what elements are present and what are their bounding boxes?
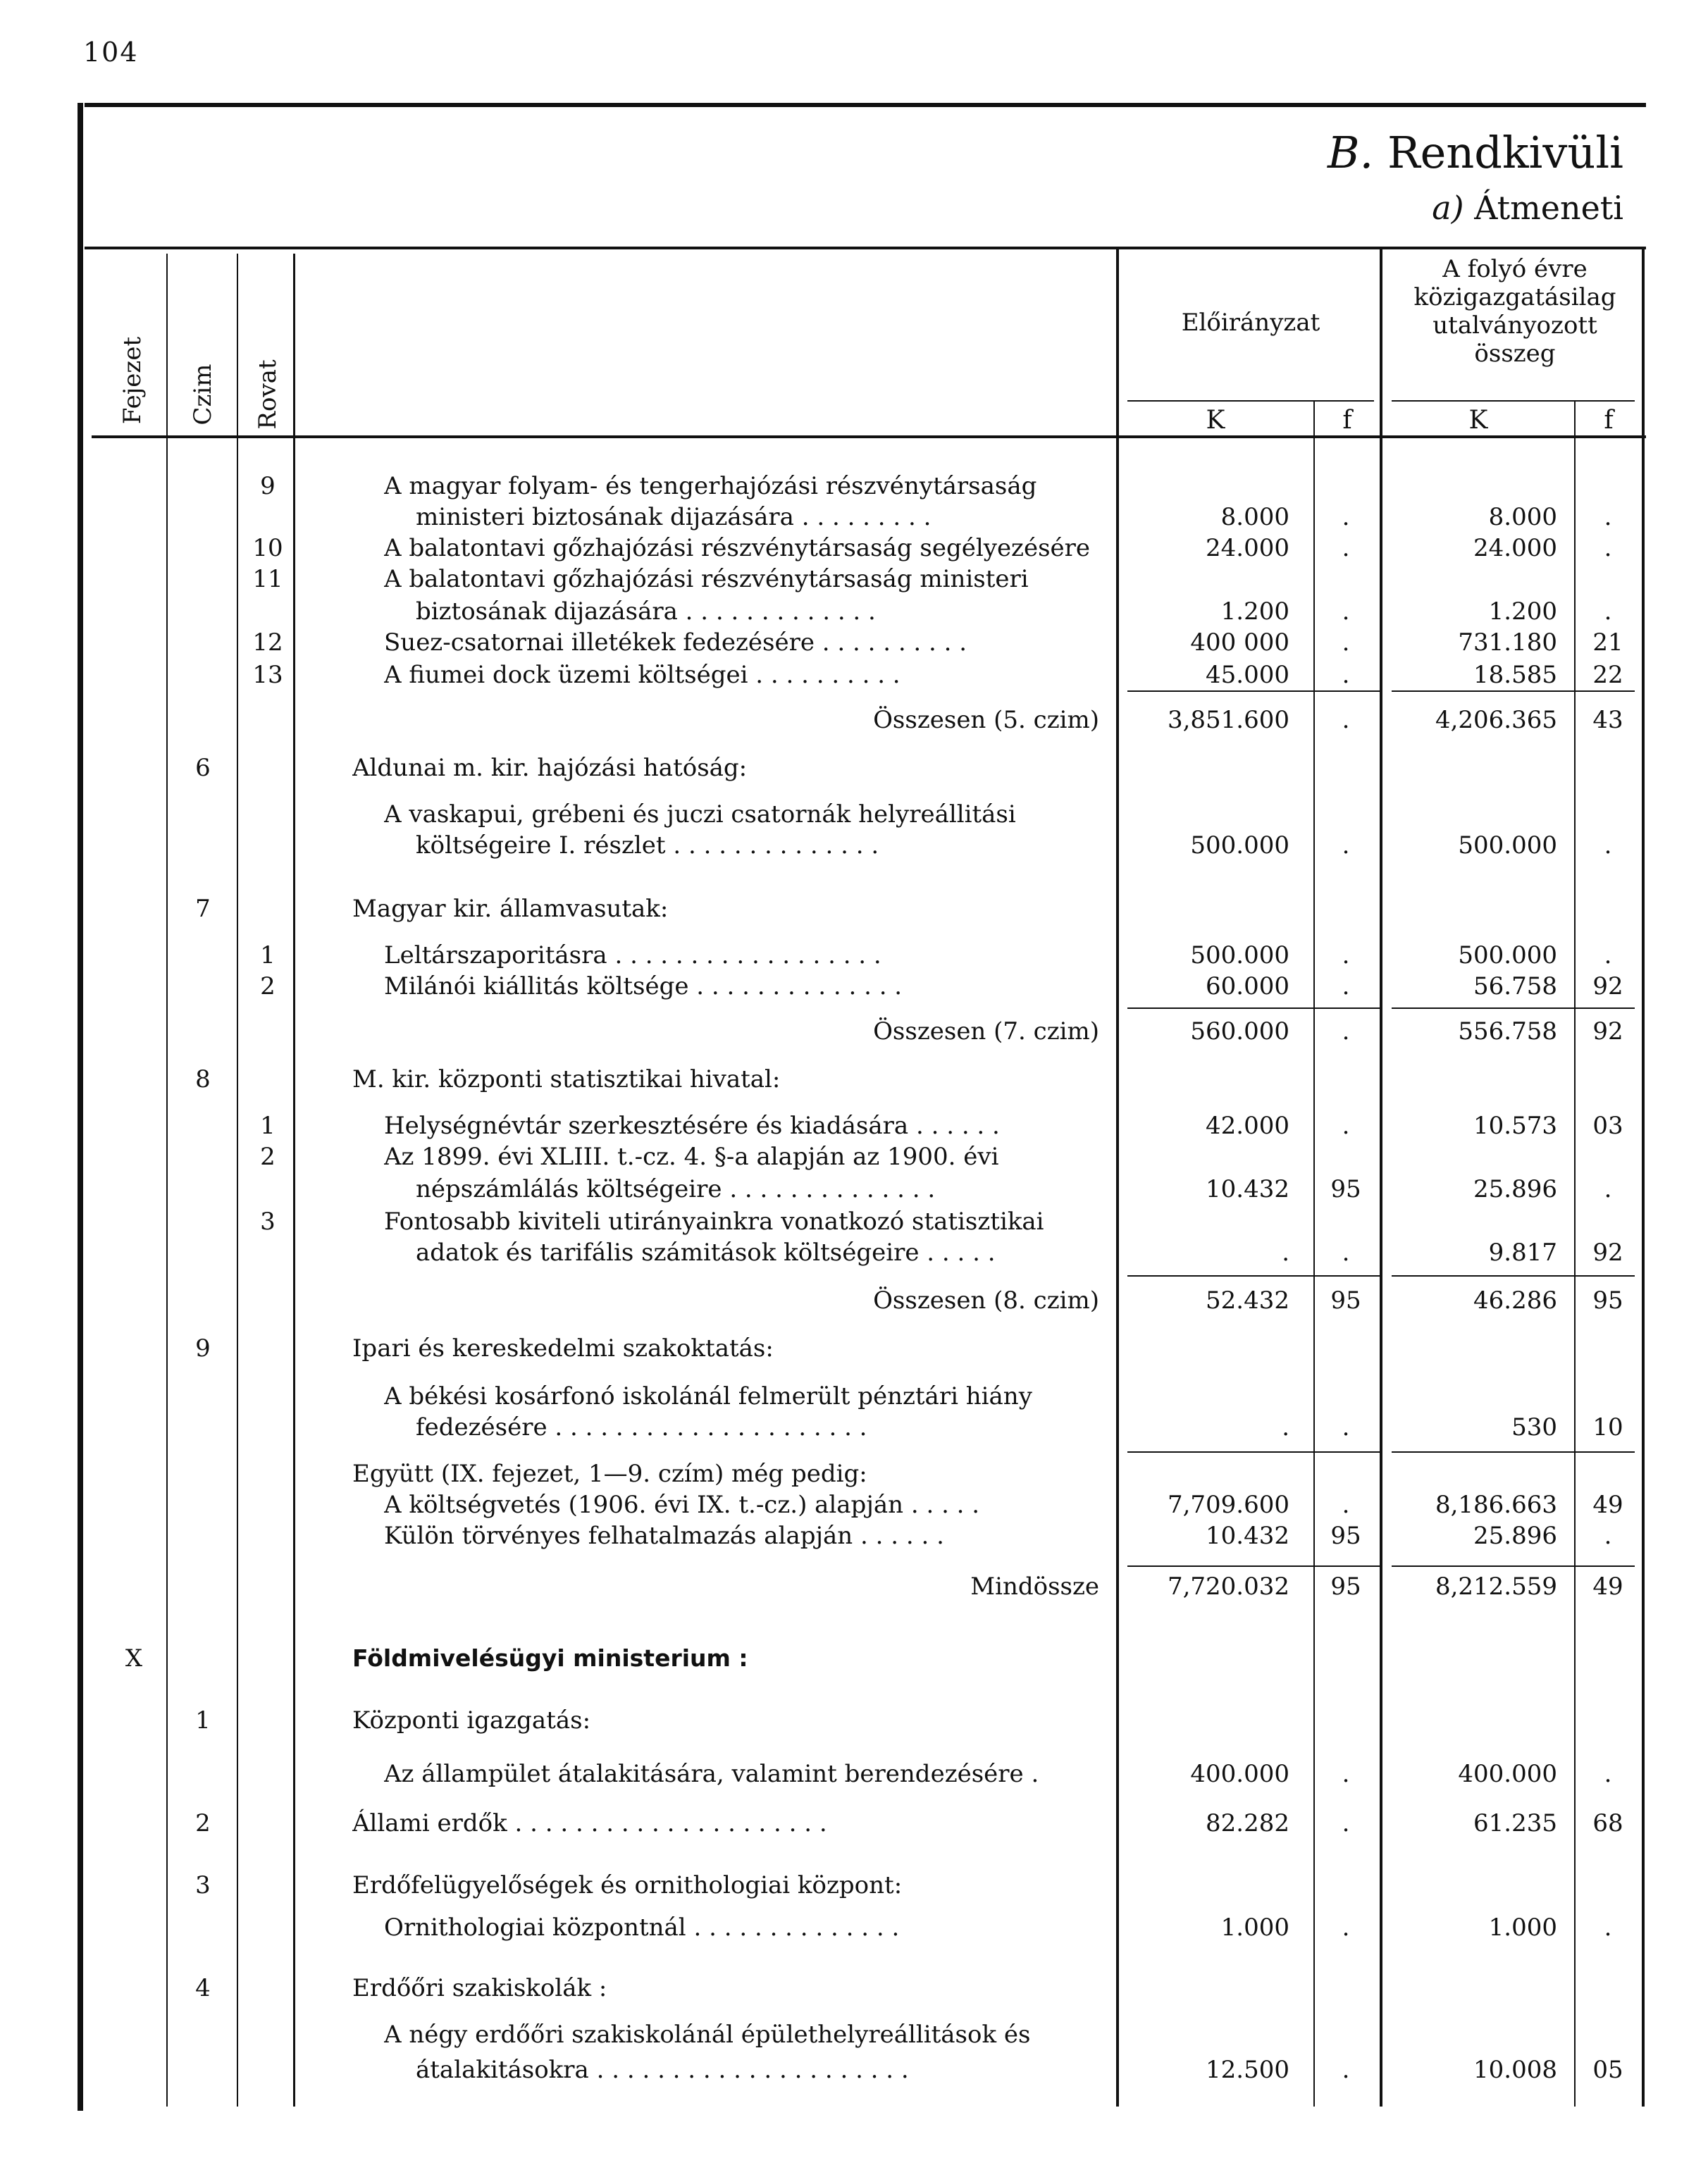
section-letter: B. [1327, 127, 1374, 178]
cell-utalvanyozott-korona: 1.000 [1488, 1914, 1557, 1942]
cell-eloiranyzat-korona: 400.000 [1190, 1760, 1289, 1788]
cell-description: A költségvetés (1906. évi IX. t.-cz.) alapján . . . . . [384, 1491, 980, 1519]
cell-description: átalakitásokra . . . . . . . . . . . . . . . . . . . . . [416, 2056, 909, 2084]
cell-utalvanyozott-filler: . [1604, 831, 1612, 860]
table-row [0, 627, 1708, 658]
cell-utalvanyozott-filler: 49 [1592, 1573, 1623, 1601]
cell-utalvanyozott-korona: 400.000 [1458, 1760, 1557, 1788]
cell-description: Helységnévtár szerkesztésére és kiadására . . . . . . [384, 1112, 1000, 1140]
cell-description: költségeire I. részlet . . . . . . . . . . . . . . [416, 831, 879, 860]
cell-rovat: 3 [260, 1208, 276, 1236]
col-header-utalvanyozott: A folyó évre közigazgatásilag utalványozott összeg [1413, 255, 1616, 368]
cell-rovat: 1 [260, 941, 276, 969]
cell-eloiranyzat-filler: . [1342, 628, 1350, 657]
cell-description: biztosának dijazására . . . . . . . . . . . . . [416, 597, 876, 626]
cell-eloiranyzat-filler: . [1342, 503, 1350, 531]
cell-eloiranyzat-filler: . [1342, 831, 1350, 860]
cell-eloiranyzat-korona: 10.432 [1206, 1522, 1289, 1550]
cell-description: Leltárszaporitásra . . . . . . . . . . . . . . . . . . [384, 941, 881, 969]
cell-description: ministeri biztosának dijazására . . . . . . . . . [416, 503, 932, 531]
cell-eloiranyzat-korona: 45.000 [1206, 661, 1289, 689]
cell-utalvanyozott-korona: 18.585 [1473, 661, 1557, 689]
cell-eloiranyzat-korona: 560.000 [1190, 1017, 1289, 1046]
table-row [0, 1808, 1708, 1839]
cell-utalvanyozott-filler: 10 [1592, 1413, 1623, 1441]
cell-utalvanyozott-filler: . [1604, 1175, 1612, 1203]
cell-eloiranyzat-filler: . [1342, 1112, 1350, 1140]
cell-utalvanyozott-korona: 56.758 [1473, 972, 1557, 1000]
cell-eloiranyzat-korona: 10.432 [1206, 1175, 1289, 1203]
cell-description: Állami erdők . . . . . . . . . . . . . . . . . . . . . [352, 1809, 827, 1837]
cell-eloiranyzat-filler: 95 [1330, 1286, 1361, 1315]
cell-eloiranyzat-filler: . [1342, 941, 1350, 969]
cell-utalvanyozott-filler: 21 [1592, 628, 1623, 657]
cell-utalvanyozott-korona: 10.573 [1473, 1112, 1557, 1140]
cell-eloiranyzat-korona: 24.000 [1206, 534, 1289, 562]
table-row [0, 1870, 1708, 1901]
cell-eloiranyzat-filler: 95 [1330, 1573, 1361, 1601]
table-row [0, 1141, 1708, 1172]
kf-rule-right [1392, 400, 1635, 402]
cell-eloiranyzat-korona: . [1282, 1239, 1289, 1267]
cell-description: Mindössze [970, 1573, 1099, 1601]
cell-eloiranyzat-filler: . [1342, 2056, 1350, 2084]
table-row [0, 1912, 1708, 1943]
cell-utalvanyozott-filler: 95 [1592, 1286, 1623, 1315]
table-row [0, 1237, 1708, 1268]
cell-description: Aldunai m. kir. hajózási hatóság: [352, 754, 748, 782]
cell-utalvanyozott-korona: 24.000 [1473, 534, 1557, 562]
cell-eloiranyzat-filler: . [1342, 972, 1350, 1000]
cell-utalvanyozott-filler: 43 [1592, 706, 1623, 734]
cell-eloiranyzat-filler: . [1342, 1914, 1350, 1942]
cell-description: Fontosabb kiviteli utirányainkra vonatkozó statisztikai [384, 1208, 1044, 1236]
cell-description: Az 1899. évi XLIII. t.-cz. 4. §-a alapján az 1900. évi [384, 1143, 999, 1171]
table-row [0, 830, 1708, 861]
cell-utalvanyozott-korona: 500.000 [1458, 831, 1557, 860]
subtotal-rule-2b [1392, 1007, 1635, 1009]
cell-description: A békési kosárfonó iskolánál felmerült pénztári hiány [384, 1382, 1032, 1410]
subsection-letter: a) [1432, 189, 1464, 227]
cell-rovat: 10 [252, 534, 283, 562]
cell-description: A vaskapui, grébeni és juczi csatornák helyreállitási [384, 800, 1016, 829]
table-row [0, 1333, 1708, 1364]
cell-description: Összesen (5. czim) [873, 706, 1099, 734]
cell-czim: 9 [195, 1334, 211, 1363]
cell-czim: 4 [195, 1974, 211, 2002]
table-row [0, 1489, 1708, 1520]
table-row [0, 1206, 1708, 1237]
col-header-ak: K [1468, 406, 1488, 435]
kf-rule-left [1127, 400, 1374, 402]
cell-utalvanyozott-filler: 05 [1592, 2056, 1623, 2084]
table-row [0, 596, 1708, 627]
col-header-czim: Czim [189, 364, 217, 426]
table-row [0, 1016, 1708, 1047]
cell-utalvanyozott-filler: . [1604, 503, 1612, 531]
cell-utalvanyozott-filler: 92 [1592, 1017, 1623, 1046]
col-header-ek: K [1206, 406, 1225, 435]
cell-description: A balatontavi gőzhajózási részvénytársaság segélyezésére [384, 534, 1091, 562]
cell-description: Magyar kir. államvasutak: [352, 895, 669, 923]
cell-eloiranyzat-filler: . [1342, 706, 1350, 734]
cell-utalvanyozott-filler: . [1604, 597, 1612, 626]
cell-description: A magyar folyam- és tengerhajózási részvénytársaság [384, 472, 1037, 500]
cell-utalvanyozott-korona: 731.180 [1458, 628, 1557, 657]
subtotal-rule-1b [1392, 690, 1635, 692]
cell-rovat: 11 [252, 565, 283, 593]
cell-rovat: 2 [260, 1143, 276, 1171]
cell-description: M. kir. központi statisztikai hivatal: [352, 1065, 781, 1093]
table-row [0, 564, 1708, 595]
cell-eloiranyzat-filler: . [1342, 661, 1350, 689]
table-row [0, 1285, 1708, 1316]
col-header-ef: f [1342, 406, 1352, 435]
section-subtitle [1432, 189, 1623, 227]
cell-utalvanyozott-korona: 9.817 [1488, 1239, 1557, 1267]
cell-description: Erdőőri szakiskolák : [352, 1974, 607, 2002]
cell-eloiranyzat-korona: . [1282, 1413, 1289, 1441]
cell-utalvanyozott-filler: . [1604, 1760, 1612, 1788]
total-rule-5 [1127, 1565, 1381, 1567]
cell-utalvanyozott-korona: 8,186.663 [1435, 1491, 1557, 1519]
table-row [0, 1973, 1708, 2004]
cell-eloiranyzat-korona: 1.000 [1220, 1914, 1289, 1942]
table-row [0, 1174, 1708, 1205]
subtotal-rule-3b [1392, 1275, 1635, 1277]
cell-description: Földmivelésügyi ministerium : [352, 1644, 748, 1672]
table-row [0, 1643, 1708, 1674]
cell-czim: 7 [195, 895, 211, 923]
table-row [0, 1571, 1708, 1602]
cell-utalvanyozott-filler: 92 [1592, 1239, 1623, 1267]
cell-eloiranyzat-korona: 1.200 [1220, 597, 1289, 626]
cell-eloiranyzat-korona: 8.000 [1220, 503, 1289, 531]
subtotal-rule-2 [1127, 1007, 1381, 1009]
cell-eloiranyzat-korona: 12.500 [1206, 2056, 1289, 2084]
cell-rovat: 12 [252, 628, 283, 657]
table-row [0, 471, 1708, 502]
cell-eloiranyzat-korona: 3,851.600 [1167, 706, 1289, 734]
cell-utalvanyozott-filler: 22 [1592, 661, 1623, 689]
cell-eloiranyzat-korona: 500.000 [1190, 831, 1289, 860]
cell-eloiranyzat-filler: 95 [1330, 1522, 1361, 1550]
total-rule-4 [1127, 1451, 1381, 1453]
cell-utalvanyozott-filler: . [1604, 941, 1612, 969]
cell-rovat: 9 [260, 472, 276, 500]
subsection-title-text: Átmeneti [1474, 189, 1623, 227]
table-row [0, 533, 1708, 564]
cell-utalvanyozott-korona: 8,212.559 [1435, 1573, 1557, 1601]
cell-description: Suez-csatornai illetékek fedezésére . . . . . . . . . . [384, 628, 967, 657]
cell-eloiranyzat-korona: 60.000 [1206, 972, 1289, 1000]
cell-eloiranyzat-korona: 52.432 [1206, 1286, 1289, 1315]
table-row [0, 971, 1708, 1002]
cell-eloiranyzat-filler: . [1342, 1239, 1350, 1267]
cell-utalvanyozott-korona: 8.000 [1488, 503, 1557, 531]
table-row [0, 940, 1708, 971]
table-row [0, 1458, 1708, 1489]
cell-eloiranyzat-filler: . [1342, 1491, 1350, 1519]
cell-utalvanyozott-korona: 500.000 [1458, 941, 1557, 969]
cell-czim: 1 [195, 1706, 211, 1735]
table-row [0, 799, 1708, 830]
cell-utalvanyozott-korona: 61.235 [1473, 1809, 1557, 1837]
table-row [0, 1064, 1708, 1095]
cell-eloiranyzat-korona: 7,709.600 [1167, 1491, 1289, 1519]
table-row [0, 1520, 1708, 1551]
cell-eloiranyzat-filler: . [1342, 534, 1350, 562]
cell-eloiranyzat-korona: 500.000 [1190, 941, 1289, 969]
cell-utalvanyozott-filler: 49 [1592, 1491, 1623, 1519]
table-row [0, 1412, 1708, 1443]
table-row [0, 2019, 1708, 2050]
total-rule-5b [1392, 1565, 1635, 1567]
table-row [0, 2054, 1708, 2085]
cell-description: A fiumei dock üzemi költségei . . . . . . . . . . [384, 661, 901, 689]
cell-description: Ornithologiai központnál . . . . . . . . . . . . . . [384, 1914, 900, 1942]
cell-description: fedezésére . . . . . . . . . . . . . . . . . . . . . [416, 1413, 867, 1441]
cell-description: Ipari és kereskedelmi szakoktatás: [352, 1334, 774, 1363]
cell-utalvanyozott-korona: 556.758 [1458, 1017, 1557, 1046]
cell-utalvanyozott-filler: . [1604, 534, 1612, 562]
cell-description: Együtt (IX. fejezet, 1—9. czím) még pedig: [352, 1460, 867, 1488]
cell-description: Külön törvényes felhatalmazás alapján . . . . . . [384, 1522, 944, 1550]
section-title [1328, 127, 1623, 178]
cell-utalvanyozott-filler: . [1604, 1522, 1612, 1550]
col-header-af: f [1604, 406, 1614, 435]
page-number: 104 [83, 37, 139, 68]
table-row [0, 752, 1708, 783]
cell-eloiranyzat-korona: 82.282 [1206, 1809, 1289, 1837]
cell-description: adatok és tarifális számitások költségeire . . . . . [416, 1239, 996, 1267]
cell-utalvanyozott-korona: 4,206.365 [1435, 706, 1557, 734]
header-bottom-rule [85, 247, 1646, 249]
cell-rovat: 1 [260, 1112, 276, 1140]
cell-utalvanyozott-korona: 530 [1511, 1413, 1557, 1441]
cell-utalvanyozott-korona: 25.896 [1473, 1522, 1557, 1550]
cell-utalvanyozott-korona: 25.896 [1473, 1175, 1557, 1203]
cell-utalvanyozott-filler: 92 [1592, 972, 1623, 1000]
subtotal-rule-1 [1127, 690, 1381, 692]
cell-description: Milánói kiállitás költsége . . . . . . . . . . . . . . [384, 972, 903, 1000]
table-row [0, 1110, 1708, 1141]
cell-eloiranyzat-korona: 42.000 [1206, 1112, 1289, 1140]
cell-utalvanyozott-korona: 46.286 [1473, 1286, 1557, 1315]
cell-czim: 8 [195, 1065, 211, 1093]
cell-czim: 6 [195, 754, 211, 782]
cell-description: A négy erdőőri szakiskolánál épülethelyreállitások és [384, 2021, 1031, 2049]
cell-description: Összesen (7. czim) [873, 1017, 1099, 1046]
cell-description: népszámlálás költségeire . . . . . . . . . . . . . . [416, 1175, 936, 1203]
cell-eloiranyzat-korona: 400 000 [1190, 628, 1289, 657]
cell-rovat: 13 [252, 661, 283, 689]
cell-utalvanyozott-filler: 03 [1592, 1112, 1623, 1140]
table-row [0, 893, 1708, 924]
cell-eloiranyzat-filler: . [1342, 1809, 1350, 1837]
total-rule-4b [1392, 1451, 1635, 1453]
cell-utalvanyozott-filler: 68 [1592, 1809, 1623, 1837]
cell-czim: 2 [195, 1809, 211, 1837]
table-row [0, 1759, 1708, 1790]
cell-description: Az állampület átalakitására, valamint berendezésére . [384, 1760, 1039, 1788]
colhead-rule [92, 435, 1646, 438]
cell-eloiranyzat-korona: 7,720.032 [1167, 1573, 1289, 1601]
cell-rovat: 2 [260, 972, 276, 1000]
cell-description: Központi igazgatás: [352, 1706, 591, 1735]
cell-utalvanyozott-filler: . [1604, 1914, 1612, 1942]
table-row [0, 705, 1708, 736]
cell-eloiranyzat-filler: 95 [1330, 1175, 1361, 1203]
cell-czim: 3 [195, 1871, 211, 1899]
cell-description: Erdőfelügyelőségek és ornithologiai központ: [352, 1871, 903, 1899]
col-header-fejezet: Fejezet [118, 336, 147, 425]
cell-eloiranyzat-filler: . [1342, 1413, 1350, 1441]
section-title-text: Rendkivüli [1387, 127, 1623, 178]
table-row [0, 502, 1708, 533]
cell-description: Összesen (8. czim) [873, 1286, 1099, 1315]
table-row [0, 1705, 1708, 1736]
cell-eloiranyzat-filler: . [1342, 597, 1350, 626]
cell-description: A balatontavi gőzhajózási részvénytársaság ministeri [384, 565, 1029, 593]
table-row [0, 1381, 1708, 1412]
cell-eloiranyzat-filler: . [1342, 1017, 1350, 1046]
cell-eloiranyzat-filler: . [1342, 1760, 1350, 1788]
cell-utalvanyozott-korona: 10.008 [1473, 2056, 1557, 2084]
top-rule [85, 103, 1646, 107]
col-header-rovat: Rovat [254, 359, 282, 430]
cell-fejezet: X [125, 1644, 143, 1673]
table-row [0, 659, 1708, 690]
subtotal-rule-3 [1127, 1275, 1381, 1277]
cell-utalvanyozott-korona: 1.200 [1488, 597, 1557, 626]
col-header-eloiranyzat: Előirányzat [1181, 309, 1320, 337]
